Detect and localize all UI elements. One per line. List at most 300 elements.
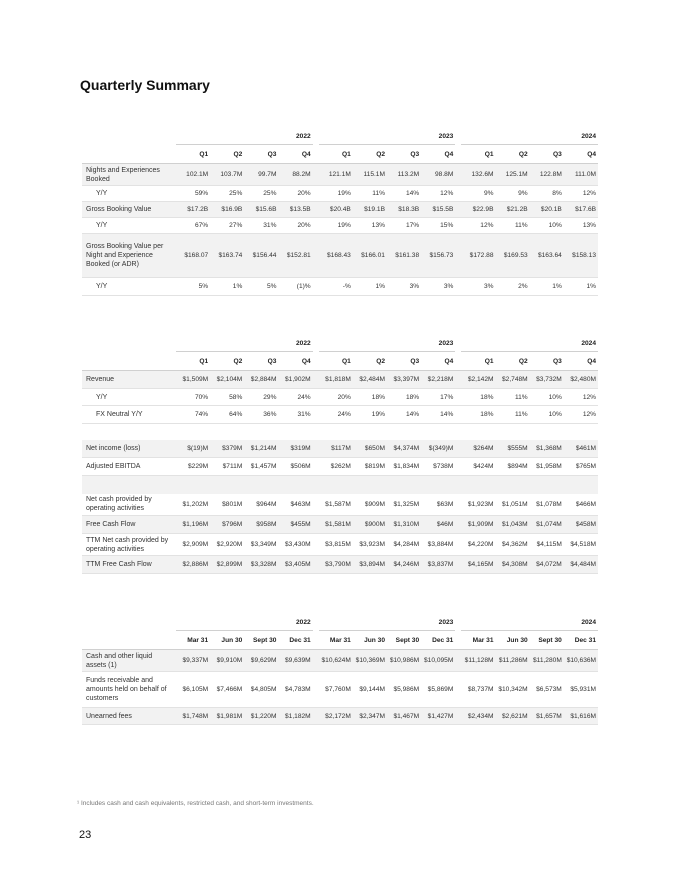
table-cell: $3,397M [387, 371, 421, 389]
table-row [82, 186, 598, 202]
period-header: Q2 [210, 145, 244, 164]
table-cell: $2,218M [421, 371, 455, 389]
row-label: Free Cash Flow [82, 516, 176, 534]
table-cell: $1,834M [387, 458, 421, 476]
table-cell: $5,986M [387, 672, 421, 708]
table-cell: 1% [530, 278, 564, 296]
table-cell: 25% [210, 186, 244, 202]
table-cell: $1,616M [564, 708, 598, 725]
period-header: Q4 [421, 145, 455, 164]
table-cell: $1,078M [530, 494, 564, 516]
page-number: 23 [79, 829, 92, 841]
table-cell: 18% [461, 406, 495, 424]
row-label: TTM Net cash provided by operating activities [82, 534, 176, 556]
table-cell [387, 476, 421, 494]
period-header: Dec 31 [421, 631, 455, 650]
table-cell: 125.1M [496, 164, 530, 186]
row-label [82, 424, 176, 440]
year-header-row [82, 614, 598, 631]
table-cell: $319M [278, 440, 312, 458]
table-cell: $1,182M [278, 708, 312, 725]
table-cell: $4,362M [496, 534, 530, 556]
table-cell [319, 476, 353, 494]
table-cell: $7,760M [319, 672, 353, 708]
table-cell: $1,310M [387, 516, 421, 534]
table-cell: 19% [353, 406, 387, 424]
table-cell: $466M [564, 494, 598, 516]
table-cell: 20% [319, 389, 353, 406]
table-cell: $1,202M [176, 494, 210, 516]
table-cell [461, 424, 495, 440]
header-spacer [82, 614, 176, 631]
year-header: 2023 [319, 614, 456, 631]
table-cell: 3% [461, 278, 495, 296]
table-cell: $20.1B [530, 202, 564, 218]
table-cell: $3,884M [421, 534, 455, 556]
table-cell: 24% [278, 389, 312, 406]
table-cell: 18% [461, 389, 495, 406]
table-cell: 11% [496, 218, 530, 234]
table-cell: $19.1B [353, 202, 387, 218]
table-cell: $7,466M [210, 672, 244, 708]
table-cell: $10,636M [564, 650, 598, 672]
row-label: Adjusted EBITDA [82, 458, 176, 476]
table-cell [210, 476, 244, 494]
table-cell: 3% [421, 278, 455, 296]
table-cell: $2,909M [176, 534, 210, 556]
table-cell: $21.2B [496, 202, 530, 218]
table-cell: $2,480M [564, 371, 598, 389]
header-spacer [82, 631, 176, 650]
table-cell: $1,196M [176, 516, 210, 534]
table-row [82, 494, 598, 516]
table-cell: 11% [496, 389, 530, 406]
row-label: Y/Y [82, 278, 176, 296]
table-cell: $63M [421, 494, 455, 516]
table-cell: $10,095M [421, 650, 455, 672]
table-cell: $738M [421, 458, 455, 476]
header-spacer [82, 145, 176, 164]
header-spacer [82, 335, 176, 352]
table-cell: 19% [319, 218, 353, 234]
period-header: Q2 [496, 352, 530, 371]
header-spacer [82, 128, 176, 145]
table-cell: 9% [496, 186, 530, 202]
table-cell: 20% [278, 186, 312, 202]
period-header: Sept 30 [387, 631, 421, 650]
table-cell: $506M [278, 458, 312, 476]
period-header: Q1 [461, 145, 495, 164]
table-cell: $262M [319, 458, 353, 476]
period-header-row [82, 145, 598, 164]
table-cell: $2,104M [210, 371, 244, 389]
table-cell: 64% [210, 406, 244, 424]
table-cell: $3,923M [353, 534, 387, 556]
table-cell [496, 476, 530, 494]
period-header: Sept 30 [530, 631, 564, 650]
table-cell: $4,072M [530, 556, 564, 574]
table-cell: $10,342M [496, 672, 530, 708]
table-cell [176, 424, 210, 440]
table-cell: 13% [564, 218, 598, 234]
period-header: Q4 [421, 352, 455, 371]
table-cell: $2,347M [353, 708, 387, 725]
table-cell: 122.8M [530, 164, 564, 186]
period-header: Dec 31 [278, 631, 312, 650]
year-header: 2022 [176, 128, 313, 145]
table-cell: $8,737M [461, 672, 495, 708]
table-cell: 10% [530, 389, 564, 406]
table-cell: $264M [461, 440, 495, 458]
table-cell: $455M [278, 516, 312, 534]
table-row [82, 164, 598, 186]
table-cell: $5,869M [421, 672, 455, 708]
table-cell: $156.44 [244, 234, 278, 278]
table-cell: $10,369M [353, 650, 387, 672]
table-cell: $958M [244, 516, 278, 534]
period-header: Q2 [353, 145, 387, 164]
table-cell: $163.74 [210, 234, 244, 278]
table-cell: $3,790M [319, 556, 353, 574]
table-cell: $1,074M [530, 516, 564, 534]
table-cell: $20.4B [319, 202, 353, 218]
table-cell: $4,308M [496, 556, 530, 574]
table-cell [387, 424, 421, 440]
table-cell: 19% [319, 186, 353, 202]
period-header: Q3 [387, 352, 421, 371]
table-row [82, 516, 598, 534]
table-cell: $1,748M [176, 708, 210, 725]
row-label: Gross Booking Value per Night and Experience Booked (or ADR) [82, 234, 176, 278]
period-header: Mar 31 [319, 631, 353, 650]
table-cell [278, 424, 312, 440]
table-cell: $168.43 [319, 234, 353, 278]
year-header: 2024 [461, 614, 598, 631]
row-label: FX Neutral Y/Y [82, 406, 176, 424]
table-cell: $4,484M [564, 556, 598, 574]
table-cell: 1% [210, 278, 244, 296]
table-cell: $10,624M [319, 650, 353, 672]
table-row [82, 440, 598, 458]
table-cell: $463M [278, 494, 312, 516]
table-cell: $10,986M [387, 650, 421, 672]
table-cell: $1,981M [210, 708, 244, 725]
table-cell: 25% [244, 186, 278, 202]
table-cell: 18% [387, 389, 421, 406]
table-cell: $117M [319, 440, 353, 458]
period-header: Sept 30 [244, 631, 278, 650]
row-label: Gross Booking Value [82, 202, 176, 218]
table-cell: $461M [564, 440, 598, 458]
table-row [82, 406, 598, 424]
year-header: 2024 [461, 128, 598, 145]
table-cell: $18.3B [387, 202, 421, 218]
table-cell: $15.5B [421, 202, 455, 218]
table-cell: 67% [176, 218, 210, 234]
table-cell: 111.0M [564, 164, 598, 186]
year-header: 2023 [319, 335, 456, 352]
table-cell: 115.1M [353, 164, 387, 186]
table-cell: 113.2M [387, 164, 421, 186]
table-cell: $458M [564, 516, 598, 534]
table-cell: $819M [353, 458, 387, 476]
table-row [82, 218, 598, 234]
table-cell: 10% [530, 218, 564, 234]
period-header-row [82, 631, 598, 650]
table-cell: $650M [353, 440, 387, 458]
table-cell: $169.53 [496, 234, 530, 278]
row-label: Y/Y [82, 389, 176, 406]
table-cell [210, 424, 244, 440]
table-cell: (1)% [278, 278, 312, 296]
period-header: Q2 [210, 352, 244, 371]
table-cell: -% [319, 278, 353, 296]
table-cell: 121.1M [319, 164, 353, 186]
table-cell: 14% [387, 406, 421, 424]
table-row [82, 672, 598, 708]
table-cell: $3,349M [244, 534, 278, 556]
table-cell: $1,051M [496, 494, 530, 516]
table-cell: $11,128M [461, 650, 495, 672]
table-cell: $900M [353, 516, 387, 534]
table-cell [564, 424, 598, 440]
table-cell: 102.1M [176, 164, 210, 186]
period-header: Q2 [496, 145, 530, 164]
table-cell: $9,639M [278, 650, 312, 672]
table-cell: $909M [353, 494, 387, 516]
table-cell: $1,509M [176, 371, 210, 389]
row-label: Funds receivable and amounts held on behalf of customers [82, 672, 176, 708]
table-cell: $2,884M [244, 371, 278, 389]
table-cell: $1,581M [319, 516, 353, 534]
table-cell: 18% [353, 389, 387, 406]
table-cell [353, 476, 387, 494]
table-cell [353, 424, 387, 440]
row-label: TTM Free Cash Flow [82, 556, 176, 574]
table-cell: $22.9B [461, 202, 495, 218]
table-cell: 12% [564, 389, 598, 406]
table-cell [461, 476, 495, 494]
year-header: 2022 [176, 614, 313, 631]
table-cell: 12% [564, 186, 598, 202]
table-cell: 5% [176, 278, 210, 296]
table-cell: $1,923M [461, 494, 495, 516]
table-cell: $17.2B [176, 202, 210, 218]
table-cell: $172.88 [461, 234, 495, 278]
table-cell: $13.5B [278, 202, 312, 218]
table-cell [278, 476, 312, 494]
table-cell: $158.13 [564, 234, 598, 278]
period-header: Q1 [319, 352, 353, 371]
table-cell [319, 424, 353, 440]
row-label: Cash and other liquid assets (1) [82, 650, 176, 672]
table-cell: $152.81 [278, 234, 312, 278]
table-cell: $46M [421, 516, 455, 534]
page-title: Quarterly Summary [80, 77, 210, 93]
table-cell: $4,284M [387, 534, 421, 556]
table-cell: $2,172M [319, 708, 353, 725]
table-cell: $3,732M [530, 371, 564, 389]
table-cell: $4,783M [278, 672, 312, 708]
table-cell: $168.07 [176, 234, 210, 278]
table-row [82, 234, 598, 278]
table-cell: 17% [421, 389, 455, 406]
year-header: 2024 [461, 335, 598, 352]
table-cell: $1,467M [387, 708, 421, 725]
period-header: Q3 [530, 352, 564, 371]
table-cell: $9,910M [210, 650, 244, 672]
table-row [82, 278, 598, 296]
year-header-row [82, 335, 598, 352]
table-cell: 29% [244, 389, 278, 406]
period-header: Q3 [530, 145, 564, 164]
table-cell: 103.7M [210, 164, 244, 186]
period-header: Q1 [319, 145, 353, 164]
table-cell: $711M [210, 458, 244, 476]
table-cell: $4,220M [461, 534, 495, 556]
table-row [82, 371, 598, 389]
table-cell: $424M [461, 458, 495, 476]
table-cell: 1% [353, 278, 387, 296]
table-cell: 9% [461, 186, 495, 202]
period-header: Q4 [278, 352, 312, 371]
period-header: Dec 31 [564, 631, 598, 650]
table-cell: 31% [244, 218, 278, 234]
table-cell: 20% [278, 218, 312, 234]
table-cell: $161.38 [387, 234, 421, 278]
table-cell: $2,484M [353, 371, 387, 389]
table-cell: $6,573M [530, 672, 564, 708]
balance-sheet-table [82, 614, 598, 725]
year-header-row [82, 128, 598, 145]
table-cell: $3,837M [421, 556, 455, 574]
table-cell: $9,144M [353, 672, 387, 708]
period-header: Q4 [564, 352, 598, 371]
table-cell: $4,374M [387, 440, 421, 458]
financial-results-table [82, 335, 598, 574]
table-cell: $4,518M [564, 534, 598, 556]
table-cell: $3,815M [319, 534, 353, 556]
period-header: Q1 [176, 145, 210, 164]
row-label [82, 476, 176, 494]
table-row [82, 708, 598, 725]
table-cell: 99.7M [244, 164, 278, 186]
table-cell: $765M [564, 458, 598, 476]
row-label: Unearned fees [82, 708, 176, 725]
table-cell: $1,909M [461, 516, 495, 534]
table-cell: $15.6B [244, 202, 278, 218]
year-header: 2023 [319, 128, 456, 145]
table-cell: $17.6B [564, 202, 598, 218]
spacer-row [82, 476, 598, 494]
table-cell [244, 424, 278, 440]
table-cell: $2,142M [461, 371, 495, 389]
table-cell: 2% [496, 278, 530, 296]
table-cell: 24% [319, 406, 353, 424]
table-cell: 11% [353, 186, 387, 202]
table-cell: 31% [278, 406, 312, 424]
period-header: Q4 [564, 145, 598, 164]
table-cell: $4,165M [461, 556, 495, 574]
table-cell: 58% [210, 389, 244, 406]
table-cell: $163.64 [530, 234, 564, 278]
table-cell [496, 424, 530, 440]
table-cell: $379M [210, 440, 244, 458]
row-label: Net income (loss) [82, 440, 176, 458]
table-row [82, 202, 598, 218]
table-cell: 8% [530, 186, 564, 202]
period-header: Q3 [244, 352, 278, 371]
period-header: Q3 [244, 145, 278, 164]
table-cell: $9,629M [244, 650, 278, 672]
table-cell [421, 476, 455, 494]
table-cell: $3,328M [244, 556, 278, 574]
table-cell: $555M [496, 440, 530, 458]
table-cell: 132.6M [461, 164, 495, 186]
table-cell: $2,748M [496, 371, 530, 389]
table-cell: $1,427M [421, 708, 455, 725]
row-label: Nights and Experiences Booked [82, 164, 176, 186]
table-cell: 13% [353, 218, 387, 234]
footnote: ¹ Includes cash and cash equivalents, restricted cash, and short-term investments. [77, 800, 314, 807]
table-row [82, 556, 598, 574]
period-header: Jun 30 [353, 631, 387, 650]
table-cell: $3,894M [353, 556, 387, 574]
table-row [82, 389, 598, 406]
table-cell: $156.73 [421, 234, 455, 278]
table-cell: $2,434M [461, 708, 495, 725]
period-header-row [82, 352, 598, 371]
period-header: Mar 31 [461, 631, 495, 650]
table-cell: $894M [496, 458, 530, 476]
table-cell: 17% [387, 218, 421, 234]
table-cell: $964M [244, 494, 278, 516]
table-cell: $796M [210, 516, 244, 534]
table-cell: $1,958M [530, 458, 564, 476]
table-cell: 3% [387, 278, 421, 296]
operating-metrics-table [82, 128, 598, 296]
table-cell: $5,931M [564, 672, 598, 708]
period-header: Q2 [353, 352, 387, 371]
table-cell: $3,430M [278, 534, 312, 556]
table-cell: $1,214M [244, 440, 278, 458]
table-cell: $16.9B [210, 202, 244, 218]
table-cell: 88.2M [278, 164, 312, 186]
row-label: Revenue [82, 371, 176, 389]
period-header: Jun 30 [496, 631, 530, 650]
table-cell [244, 476, 278, 494]
period-header: Q3 [387, 145, 421, 164]
table-cell: 5% [244, 278, 278, 296]
table-cell: $1,220M [244, 708, 278, 725]
table-cell: 14% [421, 406, 455, 424]
table-cell: $3,405M [278, 556, 312, 574]
table-cell: $1,043M [496, 516, 530, 534]
table-cell: $1,457M [244, 458, 278, 476]
table-cell: $1,902M [278, 371, 312, 389]
table-cell: 14% [387, 186, 421, 202]
table-cell: 15% [421, 218, 455, 234]
table-cell: 70% [176, 389, 210, 406]
year-header: 2022 [176, 335, 313, 352]
table-cell: $4,246M [387, 556, 421, 574]
table-cell: 10% [530, 406, 564, 424]
period-header: Q1 [176, 352, 210, 371]
table-cell: 1% [564, 278, 598, 296]
spacer-row [82, 424, 598, 440]
table-cell: $11,286M [496, 650, 530, 672]
table-cell: $(349)M [421, 440, 455, 458]
